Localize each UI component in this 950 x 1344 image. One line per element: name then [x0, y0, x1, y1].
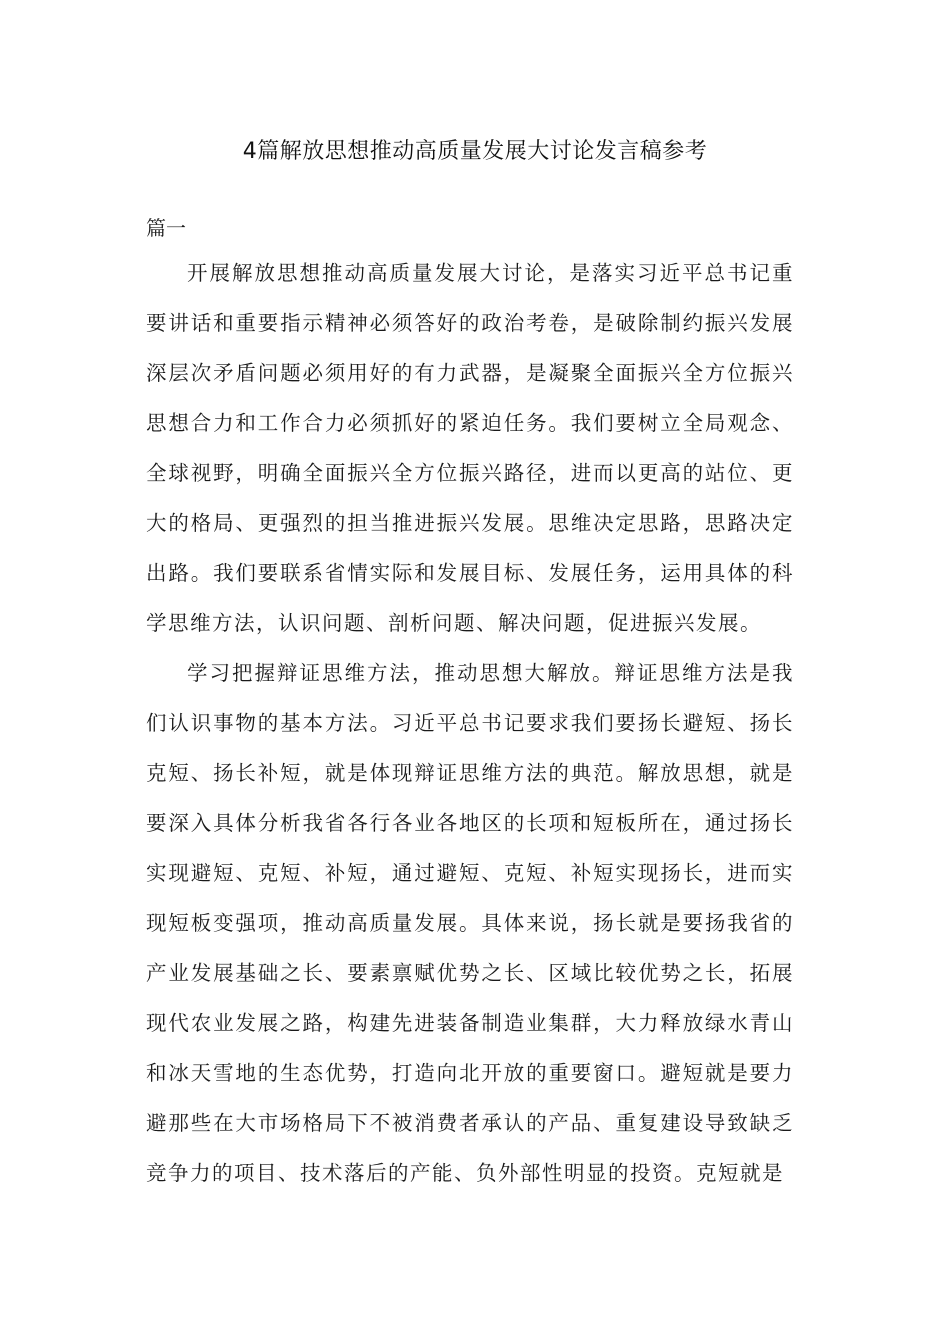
paragraph-2: 学习把握辩证思维方法，推动思想大解放。辩证思维方法是我们认识事物的基本方法。习近平总书记要求我们要扬长避短、扬长克短、扬长补短，就是体现辩证思维方法的典范。解放思想，就是要深入具体分析我省各行各业各地区的长项和短板所在，通过扬长实现避短、克短、补短，通过避短、克短、补短实现扬长，进而实现短板变强项，推动高质量发展。具体来说，扬长就是要扬我省的产业发展基础之长、要素禀赋优势之长、区域比较优势之长，拓展现代农业发展之路，构建先进装备制造业集群，大力释放绿水青山和冰天雪地的生态优势，打造向北开放的重要窗口。避短就是要力避那些在大市场格局下不被消费者承认的产品、重复建设导致缺乏竞争力的项目、技术落后的产能、负外部性明显的投资。克短就是	[146, 661, 794, 1185]
section-label: 篇一	[146, 216, 186, 240]
document-body	[146, 248, 794, 1198]
document-title: 4篇解放思想推动高质量发展大讨论发言稿参考	[242, 139, 708, 164]
paragraph-1: 开展解放思想推动高质量发展大讨论，是落实习近平总书记重要讲话和重要指示精神必须答好的政治考卷，是破除制约振兴发展深层次矛盾问题必须用好的有力武器，是凝聚全面振兴全方位振兴思想合力和工作合力必须抓好的紧迫任务。我们要树立全局观念、全球视野，明确全面振兴全方位振兴路径，进而以更高的站位、更大的格局、更强烈的担当推进振兴发展。思维决定思路，思路决定出路。我们要联系省情实际和发展目标、发展任务，运用具体的科学思维方法，认识问题、剖析问题、解决问题，促进振兴发展。	[146, 261, 794, 635]
